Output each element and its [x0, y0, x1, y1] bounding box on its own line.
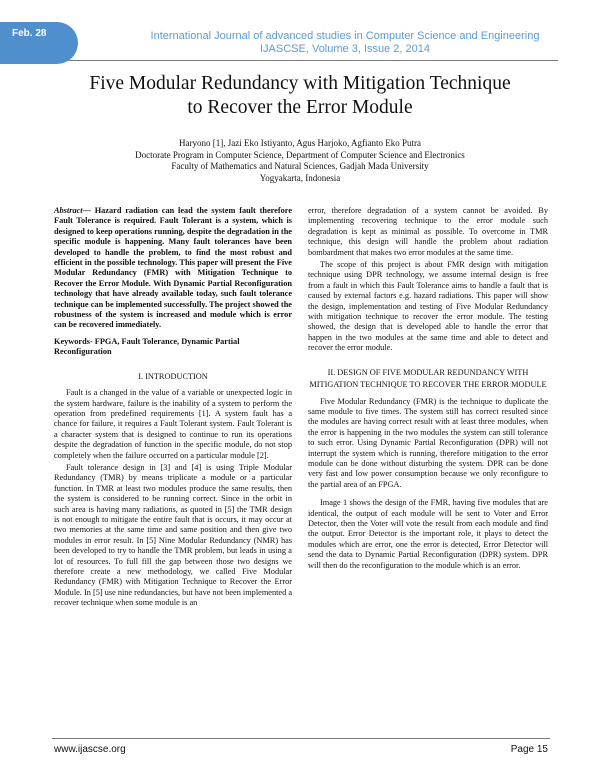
section-1-heading: I. INTRODUCTION: [138, 371, 208, 381]
abstract-label: Abstract—: [54, 206, 91, 215]
right-column: [308, 206, 548, 573]
section-2-heading-line-1: II. DESIGN OF FIVE MODULAR REDUNDANCY WITH: [327, 367, 529, 377]
page-number: Page 15: [510, 744, 548, 755]
scope-paragraph: The scope of this project is about FMR design with mitigation technique using DPR technology, we assume internal design is free from a fault in which this Fault Tolerance aims to handle a fault that is caused by external factors e.g. hazard radiations. This paper will show the design, implementation and testing of Five Modular Redundancy with mitigation technique to recover the error module. The testing showed, the design that is developed able to handle the error that happen in the two modules at the same time and able to detect and recover the error module.: [308, 260, 548, 353]
journal-header: [105, 30, 585, 56]
title-line-1: Five Modular Redundancy with Mitigation Technique: [89, 73, 511, 94]
intro-paragraph-1: Fault is a changed in the value of a variable or unexpected logic in the system hardware, failure is the inability of a system to perform the operation from predefined requirements [1]. A system fault has a chance for failure, it requires a Fault Tolerant system. Fault Tolerant is a character system that is designed to continue to run its operations despite the degradation of function in the specific module, do not stop completely when the failure occurred on a particular module [2].: [54, 388, 292, 460]
journal-name: International Journal of advanced studies in Computer Science and Engineering: [150, 30, 540, 42]
abstract: [54, 206, 292, 331]
fmr-paragraph-2: Image 1 shows the design of the FMR, having five modules that are identical, the output of each module will be sent to Voter and Error Detector, then the Voter will vote the result from each module and find the output. Error Detector is the important role, it plays to detect the modules which are error, one the error is detected, Error Detector will send the data to Dynamic Partial Reconfiguration (DPR) system. DPR will then do the reconfiguration to the module which is an error.: [308, 498, 548, 570]
section-2-heading-line-2: MITIGATION TECHNIQUE TO RECOVER THE ERROR MODULE: [309, 380, 547, 390]
intro-continuation-paragraph: error, therefore degradation of a system cannot be avoided. By implementing recovering technique to the error module such degradation is kept as minimal as possible. To overcome in TMR technique, this design will handle the problem about radiation bombardment that makes two error modules at the same time.: [308, 206, 548, 257]
author-names: Haryono [1], Jazi Eko Istiyanto, Agus Harjoko, Agfianto Eko Putra: [179, 138, 421, 148]
header-rule: [68, 60, 558, 61]
date-badge: [0, 22, 78, 64]
abstract-text: Hazard radiation can lead the system fault therefore Fault Tolerance is required. Fault Tolerant is a system, which is designed to keep operations running, despite the degradation in the specific module is happening. Many fault tolerances have been developed to handle the problem, to find the most robust and efficient in the possible technology. This paper will present the Five Modular Redundancy (FMR) with Mitigation Technique to Recover the Error Module. With Dynamic Partial Reconfiguration technology that have already available today, such fault tolerance technique can be implemented successfully. The project showed the robustness of the system is increased and module which is error can be recovered immediately.: [54, 206, 292, 330]
fmr-paragraph-1: Five Modular Redundancy (FMR) is the technique to duplicate the same module to five times. The system still has correct resulted since the modules are having correct result with at least three modules, when the error is happening in the two modules the system can still tolerance to such error. Using Dynamic Partial Reconfiguration (DPR) will not interrupt the system which is running, therefore mitigation to the error module can be done without disturbing the system. DPR can be done very fast and low power consumption because we only reconfigure to the partial area of an FPGA.: [308, 396, 548, 489]
date-badge-label: Feb. 28: [12, 28, 47, 39]
intro-paragraph-2: Fault tolerance design in [3] and [4] is using Triple Modular Redundancy (TMR) by means triplicate a module or a particular function. In TMR at least two modules produce the same results, then the system is considered to be running correct. Since in the orbit in such area is having many radiations, as quoted in [5] the TMR design is not enough to mitigate the entire fault that is occurs, it may occur at two memories at the same time and same position and then give two modules in error result. In [5] Nine Modular Redundancy (NMR) has been developed to try to handle the TMR problem, but leads in using a lot of resources. To full fill the gap between those two designs we therefore create a new methodology, we called Five Modular Redundancy (FMR) with Mitigation Technique to Recover the Error Module. In [5] use nine redundancies, but have not been implemented a recover technique when some module is an: [54, 462, 293, 608]
affiliation-faculty: Faculty of Mathematics and Natural Sciences, Gadjah Mada University: [171, 161, 429, 171]
paper-title: [40, 72, 560, 120]
keywords: Keywords- FPGA, Fault Tolerance, Dynamic Partial Reconfiguration: [54, 336, 240, 357]
affiliation-department: Doctorate Program in Computer Science, Department of Computer Science and Electronics: [135, 149, 465, 160]
footer-rule: [52, 738, 550, 739]
journal-volume: IJASCSE, Volume 3, Issue 2, 2014: [260, 43, 430, 55]
author-block: [60, 138, 540, 184]
title-line-2: to Recover the Error Module: [187, 97, 413, 118]
left-column: [54, 206, 292, 611]
footer-url: www.ijascse.org: [54, 744, 126, 755]
affiliation-location: Yogyakarta, Indonesia: [259, 172, 341, 183]
